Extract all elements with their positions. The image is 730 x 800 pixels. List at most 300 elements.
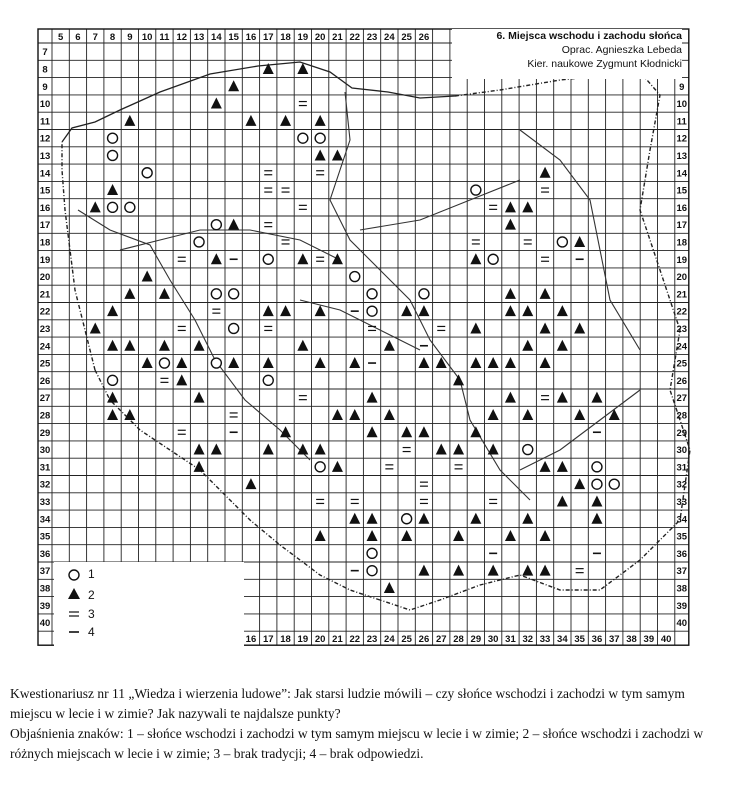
map-point-triangle (488, 409, 499, 420)
col-label-bottom: 33 (539, 634, 551, 646)
row-label-right: 34 (676, 514, 688, 526)
row-label-right: 17 (676, 220, 688, 232)
map-point-triangle (488, 444, 499, 455)
col-label-top: 16 (245, 32, 257, 43)
map-point-equals (437, 326, 445, 330)
map-point-triangle (263, 357, 274, 368)
map-point-equals (178, 326, 186, 330)
grid-lines (38, 29, 689, 645)
map-point-circle (367, 289, 377, 299)
map-title: 6. Miejsca wschodu i zachodu słońca (496, 30, 682, 42)
map-point-triangle (384, 340, 395, 351)
legend-triangle-icon (68, 588, 80, 599)
row-label-right: 35 (676, 531, 688, 543)
row-label-right: 16 (676, 202, 688, 214)
caption-legend-explanation: Objaśnienia znaków: 1 – słońce wschodzi i zachodzi w tym samym miejscu w lecie i w zimie; 2 – słońce wschodzi i zachodzi w różnych miejscach w lecie i w zimie; 3 – brak tradycji; 4 – brak odpowiedzi. (10, 726, 704, 761)
row-label-right: 10 (676, 99, 688, 111)
map-point-triangle (384, 409, 395, 420)
col-label-top: 7 (92, 32, 98, 43)
map-point-triangle (297, 340, 308, 351)
row-label-left: 12 (39, 133, 51, 145)
col-label-top: 19 (297, 32, 309, 43)
map-point-triangle (124, 115, 135, 126)
row-label-right: 19 (676, 254, 688, 266)
row-label-left: 32 (39, 479, 51, 491)
row-label-left: 16 (39, 202, 51, 214)
col-label-top: 14 (211, 32, 222, 43)
col-label-top: 11 (159, 32, 170, 43)
row-label-right: 21 (676, 289, 688, 301)
legend-circle-icon (69, 570, 79, 580)
map-point-circle (471, 185, 481, 195)
map-point-triangle (418, 426, 429, 437)
map-point-triangle (297, 253, 308, 264)
row-label-right: 38 (676, 583, 688, 595)
col-label-top: 8 (109, 32, 116, 43)
map-point-triangle (194, 392, 205, 403)
map-point-circle (125, 202, 135, 212)
map-point-equals (299, 396, 307, 400)
map-point-triangle (107, 340, 118, 351)
map-point-triangle (505, 357, 516, 368)
map-point-triangle (470, 322, 481, 333)
map-point-triangle (315, 444, 326, 455)
row-label-right: 29 (676, 427, 688, 439)
map-point-circle (419, 289, 429, 299)
map-point-triangle (367, 392, 378, 403)
row-label-left: 28 (39, 410, 51, 422)
map-point-triangle (263, 305, 274, 316)
map-point-circle (350, 272, 360, 282)
map-point-triangle (367, 530, 378, 541)
map-point-equals (282, 240, 290, 244)
row-label-left: 17 (39, 220, 51, 232)
col-label-bottom: 29 (470, 634, 482, 646)
map-point-triangle (90, 201, 101, 212)
map-point-triangle (315, 115, 326, 126)
row-label-left: 14 (39, 168, 51, 180)
map-point-equals (299, 205, 307, 209)
map-point-triangle (384, 582, 395, 593)
row-label-left: 37 (39, 566, 51, 578)
map-point-triangle (505, 392, 516, 403)
map-point-circle (298, 133, 308, 143)
map-point-triangle (194, 340, 205, 351)
map-point-triangle (332, 461, 343, 472)
col-label-bottom: 21 (332, 634, 343, 646)
map-point-equals (489, 205, 497, 209)
legend (54, 562, 244, 646)
caption-question: Kwestionariusz nr 11 „Wiedza i wierzenia ludowe”: Jak starsi ludzie mówili – czy słońce wschodzi i zachodzi w tym samym miejscu w lecie i w zimie? Jak nazywali te najdalsze punkty? (10, 686, 685, 721)
row-label-right: 22 (676, 306, 688, 318)
col-label-top: 6 (75, 32, 81, 43)
row-label-right: 11 (676, 116, 687, 128)
map-point-equals (178, 257, 186, 261)
map-point-circle (367, 548, 377, 558)
map-point-triangle (557, 392, 568, 403)
col-label-top: 9 (127, 32, 133, 43)
map-point-triangle (540, 357, 551, 368)
map-point-triangle (124, 409, 135, 420)
map-point-circle (108, 202, 118, 212)
map-point-circle (229, 323, 239, 333)
map-point-triangle (401, 530, 412, 541)
map-point-triangle (211, 253, 222, 264)
row-label-right: 39 (676, 600, 688, 612)
col-label-bottom: 27 (435, 634, 447, 646)
river-pilica (300, 300, 420, 350)
col-label-bottom: 40 (660, 634, 672, 646)
row-label-left: 7 (42, 47, 48, 59)
map-point-equals (282, 188, 290, 192)
row-label-right: 23 (676, 323, 688, 335)
row-label-left: 8 (42, 64, 48, 76)
map-point-circle (609, 479, 619, 489)
map-point-triangle (124, 340, 135, 351)
map-point-triangle (280, 305, 291, 316)
map-point-triangle (557, 495, 568, 506)
row-label-right: 40 (676, 618, 688, 630)
map-point-circle (159, 358, 169, 368)
col-label-bottom: 20 (314, 634, 326, 646)
col-label-top: 12 (176, 32, 188, 43)
map-point-equals (420, 482, 428, 486)
map-point-triangle (228, 219, 239, 230)
map-point-triangle (332, 253, 343, 264)
map-point-triangle (470, 357, 481, 368)
col-label-top: 24 (384, 32, 395, 43)
map-point-triangle (418, 357, 429, 368)
row-label-left: 13 (39, 150, 51, 162)
row-label-right: 24 (676, 341, 688, 353)
row-label-left: 38 (39, 583, 51, 595)
map-point-triangle (332, 149, 343, 160)
river-vistula (330, 92, 530, 500)
map-point-circle (367, 306, 377, 316)
map-point-circle (229, 289, 239, 299)
col-label-top: 18 (280, 32, 291, 43)
row-label-left: 34 (39, 514, 51, 526)
col-label-top: 22 (349, 32, 361, 43)
col-label-bottom: 28 (453, 634, 464, 646)
row-label-left: 30 (39, 445, 51, 457)
map-point-circle (263, 254, 273, 264)
map-point-triangle (540, 530, 551, 541)
map-point-triangle (557, 305, 568, 316)
legend-label-1: 1 (88, 567, 95, 581)
row-label-right: 33 (676, 496, 688, 508)
map-point-equals (455, 465, 463, 469)
map-point-circle (315, 133, 325, 143)
map-point-triangle (574, 409, 585, 420)
map-point-equals (541, 396, 549, 400)
map-point-circle (592, 479, 602, 489)
col-label-bottom: 23 (366, 634, 378, 646)
map-point-triangle (470, 426, 481, 437)
col-label-bottom: 36 (591, 634, 603, 646)
map-point-circle (488, 254, 498, 264)
row-label-right: 26 (676, 375, 688, 387)
map-point-triangle (436, 444, 447, 455)
col-label-bottom: 22 (349, 634, 361, 646)
row-label-right: 36 (676, 548, 688, 560)
map-point-triangle (505, 201, 516, 212)
map-point-triangle (436, 357, 447, 368)
row-label-left: 21 (39, 289, 51, 301)
map-point-triangle (488, 357, 499, 368)
map-point-triangle (90, 322, 101, 333)
legend-label-2: 2 (88, 588, 95, 602)
map-point-triangle (211, 444, 222, 455)
map-point-triangle (315, 357, 326, 368)
map-point-equals (264, 326, 272, 330)
map-point-triangle (142, 357, 153, 368)
row-label-left: 35 (39, 531, 51, 543)
row-label-right: 15 (676, 185, 688, 197)
row-label-left: 24 (39, 341, 51, 353)
row-label-right: 32 (676, 479, 688, 491)
map-point-triangle (280, 115, 291, 126)
map-point-equals (420, 499, 428, 503)
row-label-left: 10 (39, 99, 51, 111)
row-label-right: 20 (676, 272, 688, 284)
map-point-triangle (124, 288, 135, 299)
map-point-triangle (107, 305, 118, 316)
col-label-top: 10 (141, 32, 153, 43)
row-label-right: 25 (676, 358, 688, 370)
legend-label-3: 3 (88, 607, 95, 621)
map-point-circle (211, 358, 221, 368)
row-label-right: 27 (676, 393, 688, 405)
east-border (380, 72, 690, 610)
row-label-right: 9 (679, 81, 685, 93)
map-point-triangle (107, 409, 118, 420)
map-point-triangle (176, 357, 187, 368)
map-point-triangle (574, 236, 585, 247)
col-label-bottom: 19 (297, 634, 309, 646)
map-point-triangle (591, 392, 602, 403)
map-point-triangle (228, 357, 239, 368)
map-point-triangle (505, 219, 516, 230)
col-label-bottom: 24 (384, 634, 395, 646)
map-point-equals (299, 102, 307, 106)
river-oder (78, 210, 310, 460)
map-point-triangle (522, 409, 533, 420)
col-label-bottom: 39 (643, 634, 655, 646)
map-point-circle (108, 133, 118, 143)
map-point-equals (472, 240, 480, 244)
map-point-circle (142, 168, 152, 178)
map-point-triangle (453, 444, 464, 455)
row-label-left: 9 (42, 81, 48, 93)
row-label-left: 39 (39, 600, 51, 612)
map-point-triangle (401, 305, 412, 316)
col-label-bottom: 25 (401, 634, 412, 646)
row-label-left: 27 (39, 393, 51, 405)
map-point-circle (592, 462, 602, 472)
col-label-top: 20 (314, 32, 326, 43)
row-label-left: 36 (39, 548, 51, 560)
map-point-triangle (540, 167, 551, 178)
col-label-bottom: 38 (626, 634, 637, 646)
col-label-bottom: 34 (557, 634, 568, 646)
map-point-equals (403, 448, 411, 452)
map-point-triangle (540, 565, 551, 576)
map-supervisor: Kier. naukowe Zygmunt Kłodnicki (527, 58, 682, 70)
map-point-triangle (159, 288, 170, 299)
row-label-left: 40 (39, 618, 51, 630)
map-symbols (90, 63, 620, 593)
map-point-equals (264, 171, 272, 175)
row-label-right: 18 (676, 237, 688, 249)
map-point-triangle (540, 288, 551, 299)
map-point-triangle (315, 305, 326, 316)
map-point-circle (367, 566, 377, 576)
map-point-triangle (453, 565, 464, 576)
map-point-triangle (574, 478, 585, 489)
col-label-bottom: 26 (418, 634, 430, 646)
col-label-bottom: 35 (574, 634, 585, 646)
map-point-triangle (505, 530, 516, 541)
map-point-circle (108, 150, 118, 160)
west-border (62, 142, 95, 370)
map-point-triangle (349, 409, 360, 420)
map-point-equals (230, 413, 238, 417)
map-point-triangle (349, 357, 360, 368)
map-point-circle (211, 220, 221, 230)
row-label-left: 15 (39, 185, 51, 197)
map-point-equals (524, 240, 532, 244)
map-point-triangle (470, 253, 481, 264)
map-point-triangle (505, 305, 516, 316)
col-label-top: 17 (262, 32, 274, 43)
map-point-circle (211, 289, 221, 299)
map-point-circle (315, 462, 325, 472)
map-point-equals (576, 569, 584, 573)
map-point-equals (316, 171, 324, 175)
map-point-circle (108, 375, 118, 385)
col-label-top: 13 (193, 32, 205, 43)
map-point-triangle (194, 461, 205, 472)
row-label-left: 20 (39, 272, 51, 284)
map-title-box (452, 29, 682, 79)
map-point-triangle (522, 513, 533, 524)
map-point-triangle (332, 409, 343, 420)
col-label-top: 5 (58, 32, 64, 43)
map-point-equals (368, 326, 376, 330)
col-label-top: 15 (228, 32, 239, 43)
map-point-triangle (540, 322, 551, 333)
col-label-bottom: 31 (505, 634, 516, 646)
map-point-triangle (522, 201, 533, 212)
map-point-triangle (159, 340, 170, 351)
col-label-top: 23 (366, 32, 378, 43)
col-label-bottom: 30 (487, 634, 499, 646)
map-point-equals (489, 499, 497, 503)
map-point-equals (264, 188, 272, 192)
map-point-triangle (522, 305, 533, 316)
map-point-triangle (315, 149, 326, 160)
map-point-circle (523, 445, 533, 455)
row-label-left: 29 (39, 427, 51, 439)
col-label-top: 25 (401, 32, 412, 43)
map-point-circle (402, 514, 412, 524)
row-label-right: 31 (676, 462, 688, 474)
map-point-triangle (522, 565, 533, 576)
row-label-left: 22 (39, 306, 51, 318)
map-point-triangle (505, 288, 516, 299)
map-point-triangle (470, 513, 481, 524)
row-label-right: 12 (676, 133, 688, 145)
map-point-circle (557, 237, 567, 247)
map-point-circle (194, 237, 204, 247)
map-point-triangle (557, 340, 568, 351)
col-label-bottom: 16 (245, 634, 257, 646)
row-label-left: 25 (39, 358, 51, 370)
col-label-top: 21 (332, 32, 343, 43)
map-point-triangle (315, 530, 326, 541)
map-point-equals (316, 499, 324, 503)
map-point-triangle (245, 115, 256, 126)
map-point-triangle (367, 513, 378, 524)
row-label-left: 11 (39, 116, 51, 128)
map-point-equals (160, 378, 168, 382)
map-point-equals (178, 430, 186, 434)
row-label-right: 13 (676, 150, 688, 162)
map-point-equals (541, 188, 549, 192)
row-label-left: 19 (39, 254, 51, 266)
map-point-equals (316, 257, 324, 261)
river-warta (120, 230, 340, 260)
map-point-triangle (142, 271, 153, 282)
map-point-triangle (245, 478, 256, 489)
map-point-triangle (453, 530, 464, 541)
legend-label-4: 4 (88, 625, 95, 639)
map-point-equals (264, 223, 272, 227)
map-point-triangle (488, 565, 499, 576)
map-point-equals (212, 309, 220, 313)
map-point-triangle (263, 444, 274, 455)
map-point-equals (385, 465, 393, 469)
map-point-triangle (557, 461, 568, 472)
map-point-triangle (522, 340, 533, 351)
map-point-triangle (418, 305, 429, 316)
map-point-equals (351, 499, 359, 503)
map-point-triangle (418, 565, 429, 576)
col-label-top: 26 (418, 32, 430, 43)
row-label-left: 18 (39, 237, 51, 249)
map-point-triangle (591, 495, 602, 506)
col-label-bottom: 37 (608, 634, 620, 646)
map-point-triangle (418, 513, 429, 524)
row-label-right: 28 (676, 410, 688, 422)
map-point-triangle (367, 426, 378, 437)
map-point-triangle (228, 80, 239, 91)
caption (10, 684, 722, 764)
map-point-circle (263, 375, 273, 385)
map-point-triangle (574, 322, 585, 333)
row-label-left: 31 (39, 462, 51, 474)
row-label-left: 23 (39, 323, 51, 335)
row-label-right: 37 (676, 566, 688, 578)
map-point-triangle (349, 513, 360, 524)
row-label-right: 14 (676, 168, 688, 180)
map-author: Oprac. Agnieszka Lebeda (561, 44, 682, 56)
col-label-bottom: 17 (262, 634, 274, 646)
map-point-triangle (540, 461, 551, 472)
map-point-equals (541, 257, 549, 261)
col-label-bottom: 18 (280, 634, 291, 646)
